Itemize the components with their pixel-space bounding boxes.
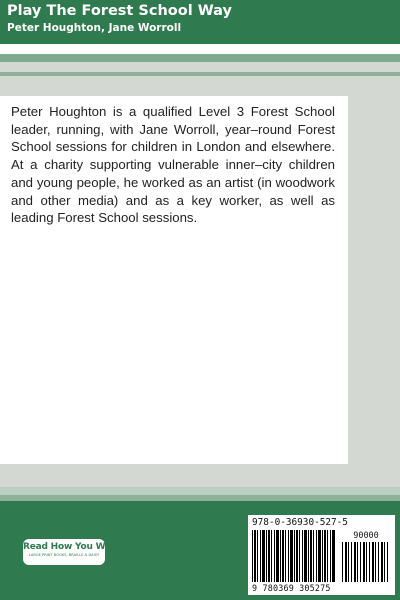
author-blurb: Peter Houghton is a qualified Level 3 Forest School leader, running, with Jane Worroll, year–round Forest School sessions for children in London and elsewhere. At a charity supporting vulnerable inner–city children and young people, he worked as an artist (in woodwork and other media) and as a key worker, as well as leading Forest School sessions. [11,104,335,226]
blurb-panel [0,96,348,464]
divider-stripe [0,44,400,54]
divider-stripe [0,62,400,72]
barcode-addon-bars [342,542,390,582]
cover-header [0,0,400,44]
book-title: Play The Forest School Way [7,3,232,19]
cover-footer [0,501,400,600]
divider-stripe [0,76,400,96]
barcode-bars [252,530,336,582]
divider-stripe [0,54,400,62]
book-authors: Peter Houghton, Jane Worroll [7,22,182,34]
publisher-tagline: LARGE PRINT BOOKS, BRAILLE & DAISY [28,553,100,557]
publisher-name: Read How You Want [23,542,122,552]
publisher-logo [23,539,122,565]
footer-stripe [0,487,400,495]
isbn-barcode [248,515,395,595]
isbn-number: 978-0-36930-527-5 [252,517,348,528]
price-code: 90000 [353,531,379,541]
barcode-digits: 9 780369 305275 [252,583,331,593]
